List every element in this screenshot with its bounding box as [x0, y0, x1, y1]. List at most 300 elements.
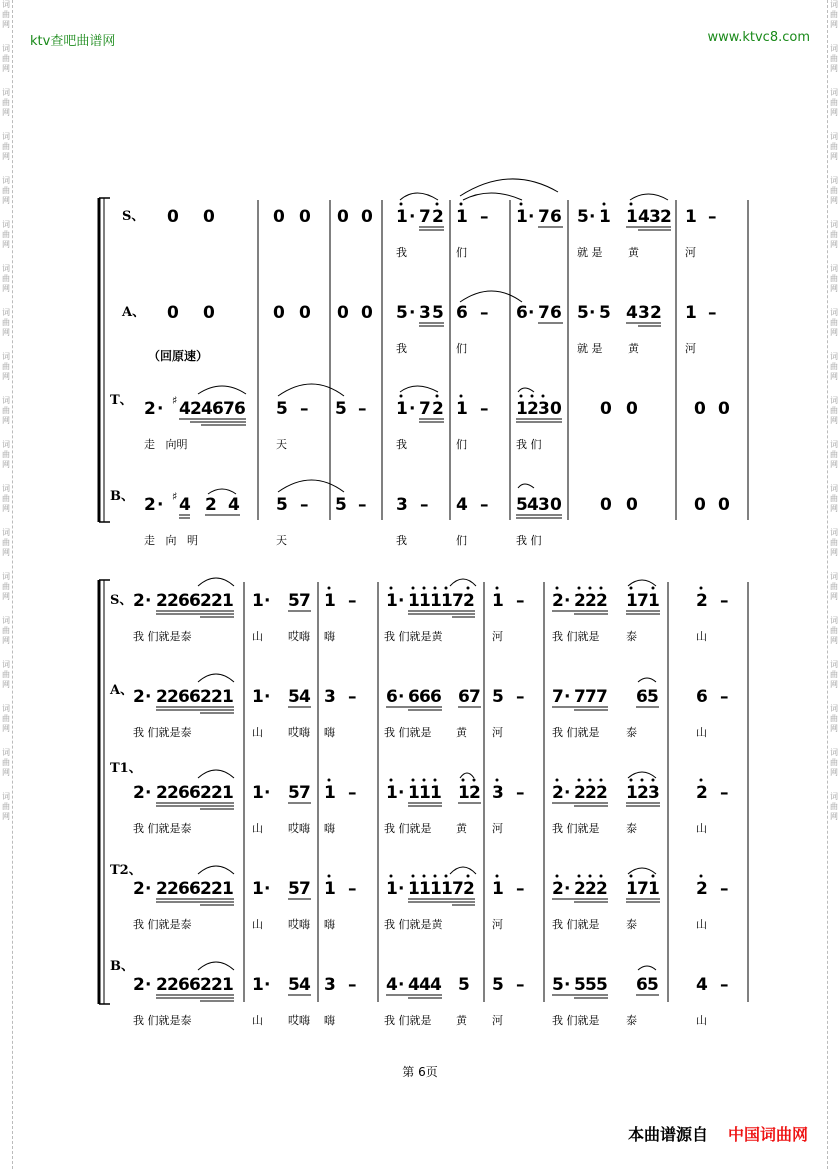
svg-text:4: 4 — [527, 495, 539, 515]
svg-text:1: 1 — [626, 207, 638, 227]
note: 5 — [288, 975, 300, 995]
watermark-text: 词 曲 网 — [2, 792, 10, 821]
note: 5 — [552, 975, 564, 995]
watermark-text: 词 曲 网 — [830, 264, 838, 293]
note: 6 — [178, 687, 190, 707]
svg-text:0: 0 — [167, 207, 179, 227]
note: 6 — [189, 975, 201, 995]
note: 3 — [492, 783, 504, 803]
voice-label: T、 — [110, 393, 133, 408]
svg-text:·: · — [589, 303, 596, 323]
svg-text:5: 5 — [335, 495, 347, 515]
svg-text:5: 5 — [577, 207, 589, 227]
note: – — [516, 591, 525, 611]
svg-text:2: 2 — [205, 495, 217, 515]
note: 2 — [574, 591, 586, 611]
lyric: 我 们就是 — [384, 1014, 432, 1027]
note: 6 — [458, 687, 470, 707]
note: 1 — [441, 591, 453, 611]
lyric: 河 — [685, 246, 696, 259]
svg-text:·: · — [157, 495, 164, 515]
note: 2 — [596, 879, 608, 899]
lyric: 就 是 — [577, 342, 603, 355]
lyric: 河 — [492, 1014, 503, 1027]
note: – — [348, 879, 357, 899]
lyric: 泰 — [626, 726, 637, 739]
note: – — [348, 783, 357, 803]
svg-text:1: 1 — [685, 207, 697, 227]
svg-text:2: 2 — [190, 399, 202, 419]
svg-text:0: 0 — [337, 303, 349, 323]
svg-text:6: 6 — [456, 303, 468, 323]
svg-text:3: 3 — [538, 399, 550, 419]
note: · — [564, 687, 571, 707]
note: 1 — [222, 783, 234, 803]
note: 2 — [167, 975, 179, 995]
note: – — [720, 783, 729, 803]
note: 4 — [386, 975, 398, 995]
note: 1 — [386, 783, 398, 803]
svg-text:0: 0 — [203, 207, 215, 227]
lyric: 我 们就是 — [552, 1014, 600, 1027]
note: 1 — [430, 879, 442, 899]
note: 4 — [696, 975, 708, 995]
note: 3 — [324, 687, 336, 707]
header-site-name: ktv查吧曲谱网 — [30, 34, 116, 49]
note: 2 — [574, 783, 586, 803]
watermark-text: 词 曲 网 — [830, 176, 838, 205]
lyric: 嗨 — [324, 630, 335, 643]
note: · — [564, 975, 571, 995]
svg-text:0: 0 — [694, 495, 706, 515]
lyric: 我 们 — [516, 534, 542, 547]
watermark-text: 词 曲 网 — [2, 572, 10, 601]
note: 2 — [200, 687, 212, 707]
watermark-text: 词 曲 网 — [830, 0, 838, 29]
svg-text:1: 1 — [685, 303, 697, 323]
lyric: 山 — [252, 822, 263, 835]
lyric: 我 们就是 — [384, 822, 432, 835]
svg-text:5: 5 — [396, 303, 408, 323]
note: 2 — [211, 783, 223, 803]
note: 1 — [222, 975, 234, 995]
lyric: 我 — [396, 438, 407, 451]
svg-text:3: 3 — [638, 303, 650, 323]
note: 4 — [419, 975, 431, 995]
note: 1 — [648, 879, 660, 899]
note: 2 — [133, 687, 145, 707]
lyric: 我 们就是泰 — [133, 822, 192, 835]
note: 2 — [133, 879, 145, 899]
svg-text:7: 7 — [419, 207, 431, 227]
note: 1 — [419, 879, 431, 899]
note: 1 — [252, 783, 264, 803]
note: – — [516, 783, 525, 803]
svg-text:1: 1 — [516, 399, 528, 419]
lyric: 河 — [492, 918, 503, 931]
svg-text:4: 4 — [626, 303, 638, 323]
note: 2 — [552, 879, 564, 899]
note: 6 — [636, 975, 648, 995]
note: 3 — [324, 975, 336, 995]
watermark-text: 词 曲 网 — [830, 352, 838, 381]
lyric: 我 们就是 — [552, 918, 600, 931]
lyric: 黄 — [628, 246, 639, 259]
svg-text:♯: ♯ — [172, 490, 178, 503]
svg-text:2: 2 — [660, 207, 672, 227]
svg-text:0: 0 — [299, 303, 311, 323]
note: · — [398, 879, 405, 899]
lyric: 走 向 明 — [144, 534, 198, 547]
note: 1 — [492, 591, 504, 611]
lyric: 我 们就是泰 — [133, 630, 192, 643]
note: 6 — [178, 879, 190, 899]
note: 1 — [408, 591, 420, 611]
svg-text:2: 2 — [432, 207, 444, 227]
watermark-text: 词 曲 网 — [2, 352, 10, 381]
lyric: 哎嗨 — [288, 918, 310, 931]
system-2 — [99, 578, 748, 1027]
barlines — [258, 200, 748, 520]
svg-text:0: 0 — [550, 495, 562, 515]
note: 1 — [430, 783, 442, 803]
note: 6 — [386, 687, 398, 707]
note: 1 — [252, 687, 264, 707]
lyric: 黄 — [456, 726, 467, 739]
tempo-annotation: （回原速） — [148, 349, 209, 363]
staff-alto — [167, 291, 717, 326]
note: – — [516, 687, 525, 707]
svg-text:7: 7 — [538, 207, 550, 227]
note: 1 — [386, 591, 398, 611]
svg-text:0: 0 — [550, 399, 562, 419]
svg-text:2: 2 — [650, 303, 662, 323]
svg-text:0: 0 — [600, 399, 612, 419]
lyric: 河 — [492, 630, 503, 643]
note: · — [264, 687, 271, 707]
note: 5 — [585, 975, 597, 995]
svg-text:–: – — [708, 207, 717, 227]
svg-text:0: 0 — [337, 207, 349, 227]
note: 7 — [574, 687, 586, 707]
svg-text:4: 4 — [228, 495, 240, 515]
svg-text:0: 0 — [167, 303, 179, 323]
lyric: 河 — [685, 342, 696, 355]
svg-text:7: 7 — [223, 399, 235, 419]
staff-soprano — [167, 179, 717, 230]
watermark-text: 词 曲 网 — [2, 748, 10, 777]
note: 2 — [156, 783, 168, 803]
note: · — [564, 879, 571, 899]
note: – — [720, 879, 729, 899]
note: 6 — [408, 687, 420, 707]
note: 5 — [458, 975, 470, 995]
svg-text:·: · — [409, 207, 416, 227]
note: 6 — [178, 975, 190, 995]
svg-text:5: 5 — [335, 399, 347, 419]
note: 6 — [430, 687, 442, 707]
note: 2 — [463, 591, 475, 611]
note: 1 — [252, 975, 264, 995]
note: 2 — [156, 591, 168, 611]
note: 2 — [156, 975, 168, 995]
lyric: 山 — [696, 918, 707, 931]
note: 2 — [552, 783, 564, 803]
lyric: 我 们就是泰 — [133, 726, 192, 739]
svg-text:3: 3 — [649, 207, 661, 227]
voice-label: A、 — [110, 683, 134, 698]
note: 2 — [211, 591, 223, 611]
lyric: 黄 — [456, 822, 467, 835]
svg-text:7: 7 — [538, 303, 550, 323]
lyric: 我 们就是泰 — [133, 1014, 192, 1027]
note: 5 — [288, 879, 300, 899]
watermark-text: 词 曲 网 — [830, 308, 838, 337]
svg-text:–: – — [358, 495, 367, 515]
svg-text:5: 5 — [276, 399, 288, 419]
lyric: 河 — [492, 726, 503, 739]
watermark-text: 词 曲 网 — [2, 528, 10, 557]
svg-text:·: · — [409, 303, 416, 323]
note: 1 — [324, 591, 336, 611]
note: 2 — [133, 975, 145, 995]
note: – — [720, 591, 729, 611]
footer-source-label: 本曲谱源自 — [627, 1125, 708, 1144]
svg-text:4: 4 — [456, 495, 468, 515]
watermark-text: 词 曲 网 — [2, 308, 10, 337]
note: 6 — [696, 687, 708, 707]
note: 2 — [156, 879, 168, 899]
lyric: 我 — [396, 246, 407, 259]
svg-text:♯: ♯ — [172, 394, 178, 407]
note: · — [398, 975, 405, 995]
svg-text:6: 6 — [516, 303, 528, 323]
note: · — [145, 975, 152, 995]
note: 1 — [492, 879, 504, 899]
watermark-text: 词 曲 网 — [830, 88, 838, 117]
note: 7 — [452, 879, 464, 899]
lyric: 泰 — [626, 918, 637, 931]
svg-text:·: · — [157, 399, 164, 419]
note: 5 — [574, 975, 586, 995]
svg-text:·: · — [409, 399, 416, 419]
voice-label: S、 — [122, 209, 145, 224]
watermark-text: 词 曲 网 — [2, 616, 10, 645]
watermark-text: 词 曲 网 — [2, 264, 10, 293]
svg-text:–: – — [708, 303, 717, 323]
note: 2 — [200, 591, 212, 611]
watermark-text: 词 曲 网 — [2, 440, 10, 469]
note: 2 — [696, 783, 708, 803]
note: · — [145, 783, 152, 803]
note: 2 — [696, 591, 708, 611]
note: 5 — [647, 687, 659, 707]
note: 2 — [200, 783, 212, 803]
note: 2 — [200, 975, 212, 995]
note: 1 — [626, 591, 638, 611]
svg-text:4: 4 — [201, 399, 213, 419]
lyric: 嗨 — [324, 918, 335, 931]
note: – — [348, 975, 357, 995]
svg-text:0: 0 — [718, 399, 730, 419]
svg-text:–: – — [480, 303, 489, 323]
note: 2 — [585, 879, 597, 899]
watermark-text: 词 曲 网 — [830, 528, 838, 557]
svg-text:0: 0 — [361, 207, 373, 227]
watermark-text: 词 曲 网 — [2, 660, 10, 689]
lyric: 哎嗨 — [288, 1014, 310, 1027]
note: 2 — [696, 879, 708, 899]
lyric: 哎嗨 — [288, 822, 310, 835]
watermark-text: 词 曲 网 — [830, 572, 838, 601]
note: 6 — [189, 783, 201, 803]
note: 4 — [299, 975, 311, 995]
note: – — [348, 591, 357, 611]
lyric: 们 — [456, 246, 467, 259]
svg-text:0: 0 — [273, 303, 285, 323]
lyric: 我 们就是 — [552, 630, 600, 643]
lyric: 就 是 — [577, 246, 603, 259]
svg-text:5: 5 — [599, 303, 611, 323]
svg-text:3: 3 — [538, 495, 550, 515]
note: · — [264, 975, 271, 995]
watermark-text: 词 曲 网 — [2, 88, 10, 117]
note: 6 — [419, 687, 431, 707]
lyric: 我 们就是 — [552, 726, 600, 739]
svg-text:2: 2 — [527, 399, 539, 419]
lyric: 泰 — [626, 630, 637, 643]
svg-text:1: 1 — [516, 207, 528, 227]
note: 4 — [299, 687, 311, 707]
note: – — [720, 687, 729, 707]
voice-label: B、 — [110, 489, 134, 504]
note: 6 — [189, 879, 201, 899]
note: 6 — [189, 591, 201, 611]
svg-text:–: – — [420, 495, 429, 515]
watermark-text: 词 曲 网 — [2, 0, 10, 29]
note: 2 — [596, 591, 608, 611]
svg-text:5: 5 — [276, 495, 288, 515]
svg-text:3: 3 — [419, 303, 431, 323]
note: 7 — [585, 687, 597, 707]
note: 5 — [288, 687, 300, 707]
staff-bass — [144, 480, 730, 518]
note: 7 — [469, 687, 481, 707]
note: 1 — [222, 879, 234, 899]
note: 2 — [574, 879, 586, 899]
note: · — [145, 687, 152, 707]
note: 1 — [419, 591, 431, 611]
note: 1 — [458, 783, 470, 803]
note: · — [398, 591, 405, 611]
note: 6 — [636, 687, 648, 707]
svg-text:2: 2 — [144, 495, 156, 515]
note: 5 — [596, 975, 608, 995]
svg-text:–: – — [480, 399, 489, 419]
lyric: 我 — [396, 534, 407, 547]
watermark-text: 词 曲 网 — [2, 44, 10, 73]
watermark-text: 词 曲 网 — [2, 396, 10, 425]
lyric: 山 — [696, 1014, 707, 1027]
voice-label: B、 — [110, 959, 134, 974]
note: · — [264, 783, 271, 803]
svg-text:1: 1 — [396, 399, 408, 419]
note: 5 — [492, 687, 504, 707]
footer-site-name: 中国词曲网 — [727, 1125, 808, 1144]
lyric: 我 们就是黄 — [384, 918, 443, 931]
note: 2 — [167, 783, 179, 803]
svg-text:1: 1 — [456, 399, 468, 419]
note: 1 — [222, 687, 234, 707]
watermark-text: 词 曲 网 — [830, 132, 838, 161]
note: 5 — [492, 975, 504, 995]
note: 2 — [133, 783, 145, 803]
svg-text:0: 0 — [626, 399, 638, 419]
svg-text:3: 3 — [396, 495, 408, 515]
svg-text:·: · — [589, 207, 596, 227]
svg-text:5: 5 — [516, 495, 528, 515]
lyric: 哎嗨 — [288, 630, 310, 643]
watermark-text: 词 曲 网 — [830, 396, 838, 425]
svg-text:7: 7 — [419, 399, 431, 419]
lyric: 们 — [456, 438, 467, 451]
note: 2 — [167, 591, 179, 611]
note: 5 — [288, 783, 300, 803]
lyric: 河 — [492, 822, 503, 835]
svg-text:4: 4 — [179, 399, 191, 419]
svg-text:6: 6 — [550, 303, 562, 323]
note: 2 — [637, 783, 649, 803]
note: · — [564, 783, 571, 803]
lyric: 我 们就是泰 — [133, 918, 192, 931]
note: · — [398, 687, 405, 707]
svg-text:6: 6 — [550, 207, 562, 227]
note: 2 — [156, 687, 168, 707]
svg-text:5: 5 — [432, 303, 444, 323]
note: 1 — [648, 591, 660, 611]
note: – — [516, 879, 525, 899]
note: 1 — [441, 879, 453, 899]
lyric: 山 — [696, 726, 707, 739]
watermark-text: 词 曲 网 — [2, 132, 10, 161]
svg-text:·: · — [528, 207, 535, 227]
note: – — [720, 975, 729, 995]
svg-text:1: 1 — [599, 207, 611, 227]
lyric: 们 — [456, 342, 467, 355]
svg-text:0: 0 — [203, 303, 215, 323]
lyric: 山 — [252, 1014, 263, 1027]
watermark-text: 词 曲 网 — [830, 44, 838, 73]
lyric: 泰 — [626, 822, 637, 835]
note: 3 — [648, 783, 660, 803]
lyric: 我 们就是 — [552, 822, 600, 835]
note: · — [145, 879, 152, 899]
watermark-text: 词 曲 网 — [830, 792, 838, 821]
note: 2 — [469, 783, 481, 803]
watermark-text: 词 曲 网 — [830, 704, 838, 733]
svg-text:6: 6 — [212, 399, 224, 419]
svg-text:0: 0 — [273, 207, 285, 227]
svg-text:–: – — [358, 399, 367, 419]
note: 2 — [585, 783, 597, 803]
note: · — [264, 879, 271, 899]
note: 2 — [167, 879, 179, 899]
note: 1 — [419, 783, 431, 803]
lyric: 我 — [396, 342, 407, 355]
svg-text:0: 0 — [299, 207, 311, 227]
note: 7 — [552, 687, 564, 707]
svg-text:0: 0 — [600, 495, 612, 515]
